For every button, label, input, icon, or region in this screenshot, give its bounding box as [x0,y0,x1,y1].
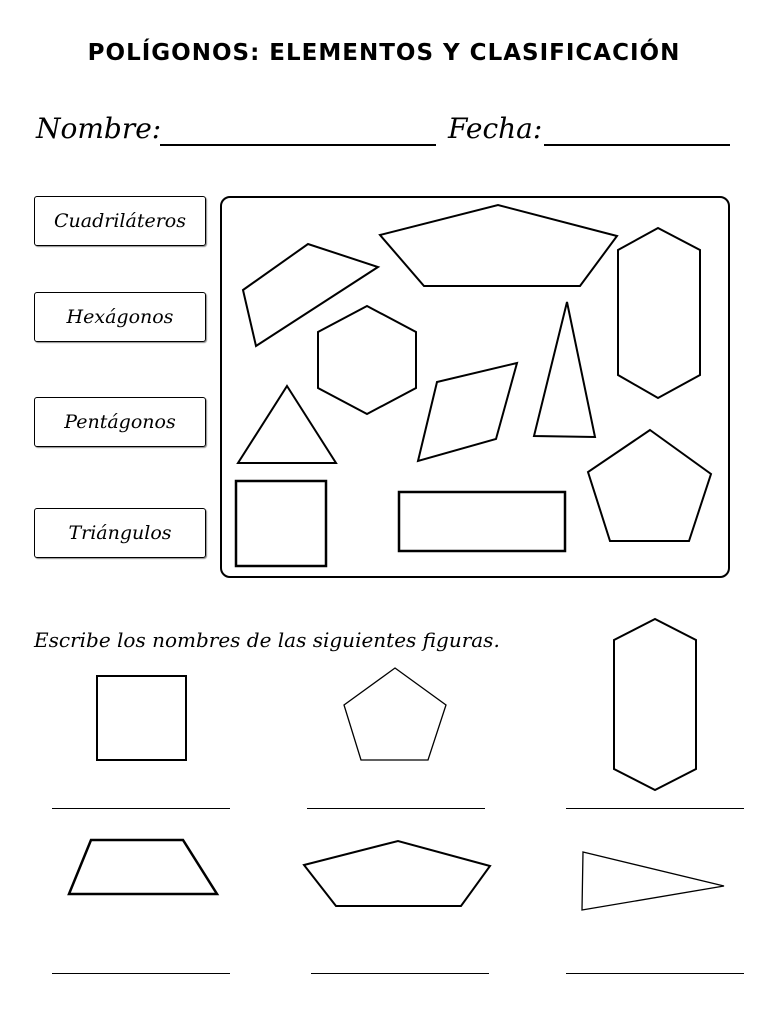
answer-line-5[interactable] [311,973,489,974]
exercise-square-shape [97,676,186,760]
regular-hexagon-shape [318,306,416,414]
regular-pentagon-shape [588,430,711,541]
rectangle-shape [399,492,565,551]
instruction-text: Escribe los nombres de las siguientes figuras. [34,628,500,652]
square-shape [236,481,326,566]
answer-line-3[interactable] [566,808,744,809]
irregular-quadrilateral-shape [243,244,378,346]
answer-line-6[interactable] [566,973,744,974]
equilateral-triangle-shape [238,386,336,463]
category-box-cuadrilateros: Cuadriláteros [34,196,206,246]
rhombus-shape [418,363,517,461]
tall-hexagon-shape [618,228,700,398]
answer-line-4[interactable] [52,973,230,974]
exercise-pentagon-shape [344,668,446,760]
worksheet-title: POLÍGONOS: ELEMENTOS Y CLASIFICACIÓN [87,40,681,66]
exercise-triangle-shape [582,852,724,910]
exercise-trapezoid-shape [69,840,217,894]
category-box-hexagonos: Hexágonos [34,292,206,342]
answer-line-2[interactable] [307,808,485,809]
category-box-pentagonos: Pentágonos [34,397,206,447]
answer-line-1[interactable] [52,808,230,809]
wide-pentagon-shape [380,205,617,286]
exercise-wide-pentagon-shape [304,841,490,906]
name-label: Nombre: [36,112,162,145]
exercise-hexagon-shape [614,619,696,790]
category-box-triangulos: Triángulos [34,508,206,558]
isosceles-triangle-shape [534,302,595,437]
date-label: Fecha: [448,112,543,145]
